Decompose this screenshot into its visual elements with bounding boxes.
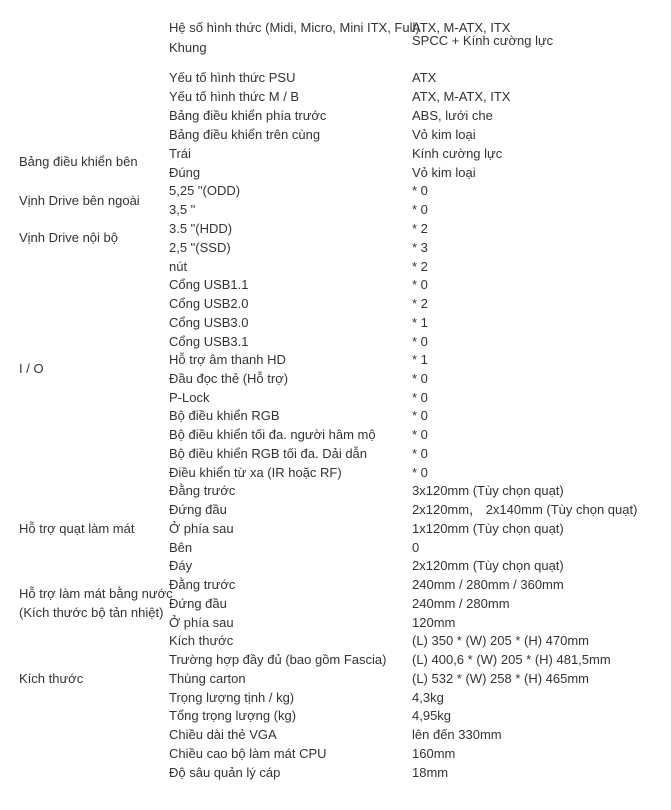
spec-label: Đầu đọc thẻ (Hỗ trợ) xyxy=(169,371,289,386)
spec-value: * 3 xyxy=(412,240,428,255)
spec-value: ATX, M-ATX, ITX xyxy=(412,89,511,104)
spec-label: Đứng đầu xyxy=(169,596,227,611)
spec-label: Đằng trước xyxy=(169,483,236,498)
spec-value: 2x120mm (Tùy chọn quạt) xyxy=(412,558,564,573)
spec-value: ATX xyxy=(412,70,437,85)
spec-label: Ở phía sau xyxy=(169,521,234,536)
spec-category: Hỗ trợ làm mát bằng nước xyxy=(19,586,173,601)
spec-label: Trái xyxy=(169,146,191,161)
spec-category: Vịnh Drive bên ngoài xyxy=(19,193,140,208)
spec-label: Đứng đầu xyxy=(169,502,227,517)
spec-category: Vịnh Drive nội bộ xyxy=(19,230,118,245)
spec-value: * 0 xyxy=(412,202,428,217)
spec-value: * 0 xyxy=(412,334,428,349)
spec-label: Hỗ trợ âm thanh HD xyxy=(169,352,286,367)
spec-value: SPCC + Kính cường lực xyxy=(412,33,554,48)
spec-label: Cổng USB3.0 xyxy=(169,315,249,330)
spec-category: Kích thước xyxy=(19,671,84,686)
spec-label: Bảng điều khiển trên cùng xyxy=(169,127,321,142)
spec-label: Trường hợp đầy đủ (bao gồm Fascia) xyxy=(169,652,387,667)
spec-label: Độ sâu quản lý cáp xyxy=(169,765,281,780)
spec-value: (L) 532 * (W) 258 * (H) 465mm xyxy=(412,671,589,686)
spec-value: * 1 xyxy=(412,315,428,330)
spec-label: Ở phía sau xyxy=(169,615,234,630)
spec-value: Vỏ kim loại xyxy=(412,127,476,142)
spec-label: Đằng trước xyxy=(169,577,236,592)
spec-label: Kích thước xyxy=(169,633,234,648)
spec-value: lên đến 330mm xyxy=(412,727,502,742)
spec-label: Tổng trọng lượng (kg) xyxy=(169,708,297,723)
spec-value: * 0 xyxy=(412,465,428,480)
spec-category: Bảng điều khiển bên xyxy=(19,154,138,169)
spec-label: Chiều dài thẻ VGA xyxy=(169,727,277,742)
spec-value: * 0 xyxy=(412,427,428,442)
spec-label: Bộ điều khiển RGB xyxy=(169,408,280,423)
spec-label: Yếu tố hình thức M / B xyxy=(169,89,300,104)
spec-value: 18mm xyxy=(412,765,449,780)
spec-value: * 2 xyxy=(412,296,428,311)
spec-value: 160mm xyxy=(412,746,456,761)
spec-label: Cổng USB3.1 xyxy=(169,334,249,349)
spec-value: * 0 xyxy=(412,277,428,292)
spec-value: 4,95kg xyxy=(412,708,452,723)
spec-value: * 2 xyxy=(412,259,428,274)
spec-label: Cổng USB2.0 xyxy=(169,296,249,311)
spec-label: 3.5 "(HDD) xyxy=(169,221,233,236)
spec-value: 120mm xyxy=(412,615,456,630)
spec-value: * 1 xyxy=(412,352,428,367)
spec-label: Điều khiển từ xa (IR hoặc RF) xyxy=(169,465,342,480)
spec-label: Đáy xyxy=(169,558,193,573)
spec-label: nút xyxy=(169,259,188,274)
spec-value: 0 xyxy=(412,540,420,555)
spec-label: Bên xyxy=(169,540,193,555)
spec-label: Cổng USB1.1 xyxy=(169,277,249,292)
spec-label: P-Lock xyxy=(169,390,210,405)
spec-label: Bảng điều khiển phía trước xyxy=(169,108,327,123)
spec-label: Hệ số hình thức (Midi, Micro, Mini ITX, Full) xyxy=(169,20,420,35)
spec-label: Thùng carton xyxy=(169,671,246,686)
spec-value: ABS, lưới che xyxy=(412,108,493,123)
spec-label: 5,25 "(ODD) xyxy=(169,183,241,198)
spec-value: Kính cường lực xyxy=(412,146,503,161)
spec-value: * 2 xyxy=(412,221,428,236)
spec-label: 3,5 " xyxy=(169,202,196,217)
spec-category: Hỗ trợ quạt làm mát xyxy=(19,521,135,536)
spec-label: Trọng lượng tịnh / kg) xyxy=(169,690,295,705)
spec-label: Bộ điều khiển tối đa. người hâm mộ xyxy=(169,427,376,442)
spec-value: 3x120mm (Tùy chọn quạt) xyxy=(412,483,564,498)
spec-value: * 0 xyxy=(412,371,428,386)
spec-value: Vỏ kim loại xyxy=(412,165,476,180)
spec-value: * 0 xyxy=(412,408,428,423)
spec-label: Khung xyxy=(169,40,207,55)
spec-value: * 0 xyxy=(412,183,428,198)
spec-value: ATX, M-ATX, ITX xyxy=(412,20,511,35)
spec-value: * 0 xyxy=(412,390,428,405)
spec-value: 1x120mm (Tùy chọn quạt) xyxy=(412,521,564,536)
spec-label: Chiều cao bộ làm mát CPU xyxy=(169,746,327,761)
spec-label: 2,5 "(SSD) xyxy=(169,240,231,255)
spec-value: * 0 xyxy=(412,446,428,461)
spec-value: 4,3kg xyxy=(412,690,444,705)
spec-label: Bộ điều khiển RGB tối đa. Dải dẫn xyxy=(169,446,368,461)
spec-value: 2x120mm， 2x140mm (Tùy chọn quạt) xyxy=(412,502,638,517)
spec-value: 240mm / 280mm xyxy=(412,596,510,611)
spec-label: Yếu tố hình thức PSU xyxy=(169,70,296,85)
spec-category: I / O xyxy=(19,361,44,376)
spec-value: (L) 350 * (W) 205 * (H) 470mm xyxy=(412,633,589,648)
spec-category: (Kích thước bộ tản nhiệt) xyxy=(19,605,164,620)
spec-label: Đúng xyxy=(169,165,201,180)
spec-value: (L) 400,6 * (W) 205 * (H) 481,5mm xyxy=(412,652,611,667)
spec-value: 240mm / 280mm / 360mm xyxy=(412,577,564,592)
